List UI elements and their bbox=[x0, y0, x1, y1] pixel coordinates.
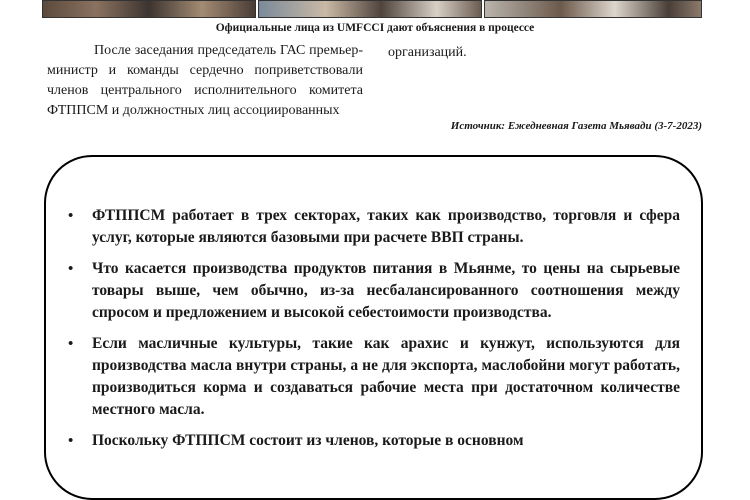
article-paragraph: После заседания председатель ГАС премьер-министр и команды сердечно поприветствовали членов центрального исполнительного комитета ФТППСМ и должностных лиц ассоциированных bbox=[47, 43, 363, 118]
list-item: • Если масличные культуры, такие как арахис и кунжут, используются для производства масла внутри страны, а не для экспорта, маслобойни могут работать, производиться корма и создаваться рабочие места при достаточном количестве местного масла. bbox=[68, 333, 680, 421]
photo-caption: Официальные лица из UMFCCI дают объяснения в процессе bbox=[215, 22, 535, 34]
list-item: • Что касается производства продуктов питания в Мьянме, то цены на сырьевые товары выше, чем обычно, из-за несбалансированного соотношения между спросом и предложением и высокой себестоимости производства. bbox=[68, 258, 680, 324]
list-item: • ФТППСМ работает в трех секторах, таких как производство, торговля и сфера услуг, которые являются базовыми при расчете ВВП страны. bbox=[68, 205, 680, 249]
meeting-photo bbox=[42, 0, 256, 18]
meeting-photo bbox=[484, 0, 702, 18]
source-citation: Источник: Ежедневная Газета Мьявади (3-7-2023) bbox=[450, 120, 702, 132]
meeting-photo bbox=[258, 0, 482, 18]
highlights-list bbox=[68, 205, 680, 461]
photo-strip bbox=[42, 0, 702, 19]
article-paragraph-continuation: организаций. bbox=[388, 45, 467, 60]
list-item: • Поскольку ФТППСМ состоит из членов, которые в основном bbox=[68, 430, 680, 452]
